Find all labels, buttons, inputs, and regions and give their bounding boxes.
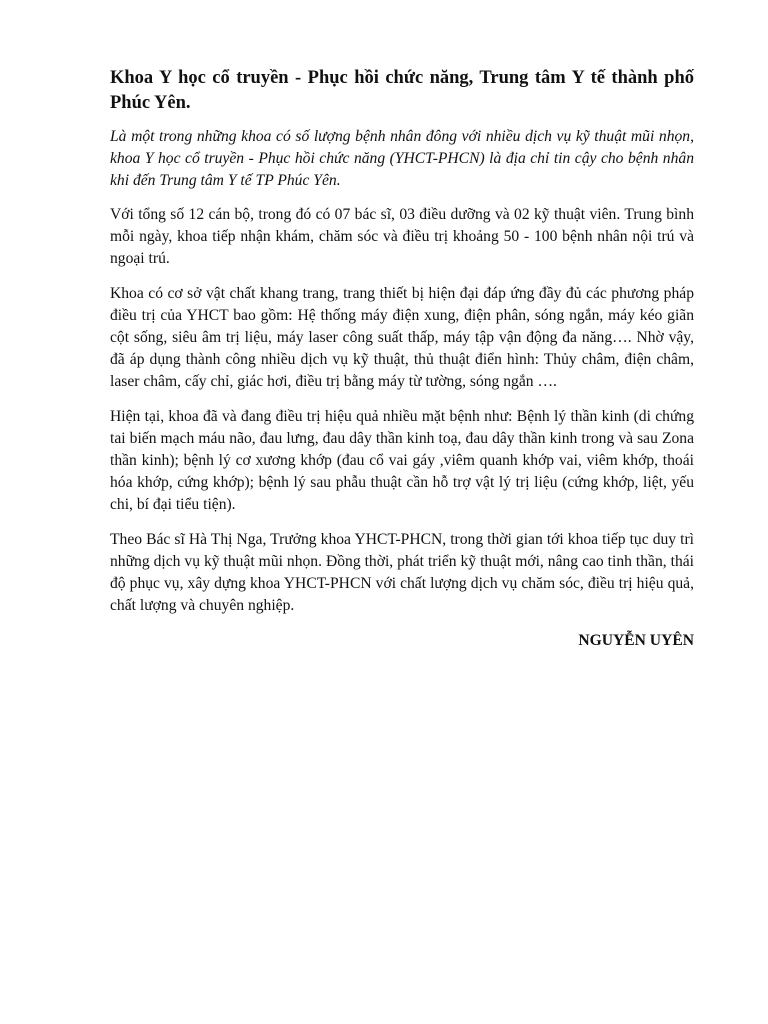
paragraph-future-plans: Theo Bác sĩ Hà Thị Nga, Trưởng khoa YHCT-PHCN, trong thời gian tới khoa tiếp tục duy trì những dịch vụ kỹ thuật mũi nhọn. Đồng thời, phát triển kỹ thuật mới, nâng cao tinh thần, thái độ phục vụ, xây dựng khoa YHCT-PHCN với chất lượng dịch vụ chăm sóc, điều trị hiệu quả, chất lượng và chuyên nghiệp. — [110, 531, 694, 614]
article-title: Khoa Y học cổ truyền - Phục hồi chức năng, Trung tâm Y tế thành phố Phúc Yên. — [110, 68, 694, 113]
paragraph-staff: Với tổng số 12 cán bộ, trong đó có 07 bác sĩ, 03 điều dưỡng và 02 kỹ thuật viên. Trung bình mỗi ngày, khoa tiếp nhận khám, chăm sóc và điều trị khoảng 50 - 100 bệnh nhân nội trú và ngoại trú. — [110, 206, 694, 267]
paragraph-treatments: Hiện tại, khoa đã và đang điều trị hiệu quả nhiều mặt bệnh như: Bệnh lý thần kinh (di chứng tai biến mạch máu não, đau lưng, đau dây thần kinh toạ, đau dây thần kinh trong và sau Zona thần kinh); bệnh lý cơ xương khớp (đau cổ vai gáy ,viêm quanh khớp vai, viêm khớp, thoái hóa khớp, cứng khớp); bệnh lý sau phẫu thuật cần hỗ trợ vật lý trị liệu (cứng khớp, liệt, yếu chi, bí đại tiểu tiện). — [110, 408, 694, 513]
author-signature: NGUYỄN UYÊN — [578, 632, 694, 649]
paragraph-facilities: Khoa có cơ sở vật chất khang trang, trang thiết bị hiện đại đáp ứng đầy đủ các phương pháp điều trị của YHCT bao gồm: Hệ thống máy điện xung, điện phân, sóng ngắn, máy kéo giãn cột sống, siêu âm trị liệu, máy laser công suất thấp, máy tập vận động đa năng…. Nhờ vậy, đã áp dụng thành công nhiều dịch vụ kỹ thuật, thủ thuật điển hình: Thủy châm, điện châm, laser châm, cấy chỉ, giác hơi, điều trị bằng máy từ tường, sóng ngắn …. — [110, 285, 694, 390]
article-lead: Là một trong những khoa có số lượng bệnh nhân đông với nhiều dịch vụ kỹ thuật mũi nhọn, khoa Y học cổ truyền - Phục hồi chức năng (YHCT-PHCN) là địa chỉ tin cậy cho bệnh nhân khi đến Trung tâm Y tế TP Phúc Yên. — [110, 128, 694, 189]
document-page — [110, 66, 694, 652]
